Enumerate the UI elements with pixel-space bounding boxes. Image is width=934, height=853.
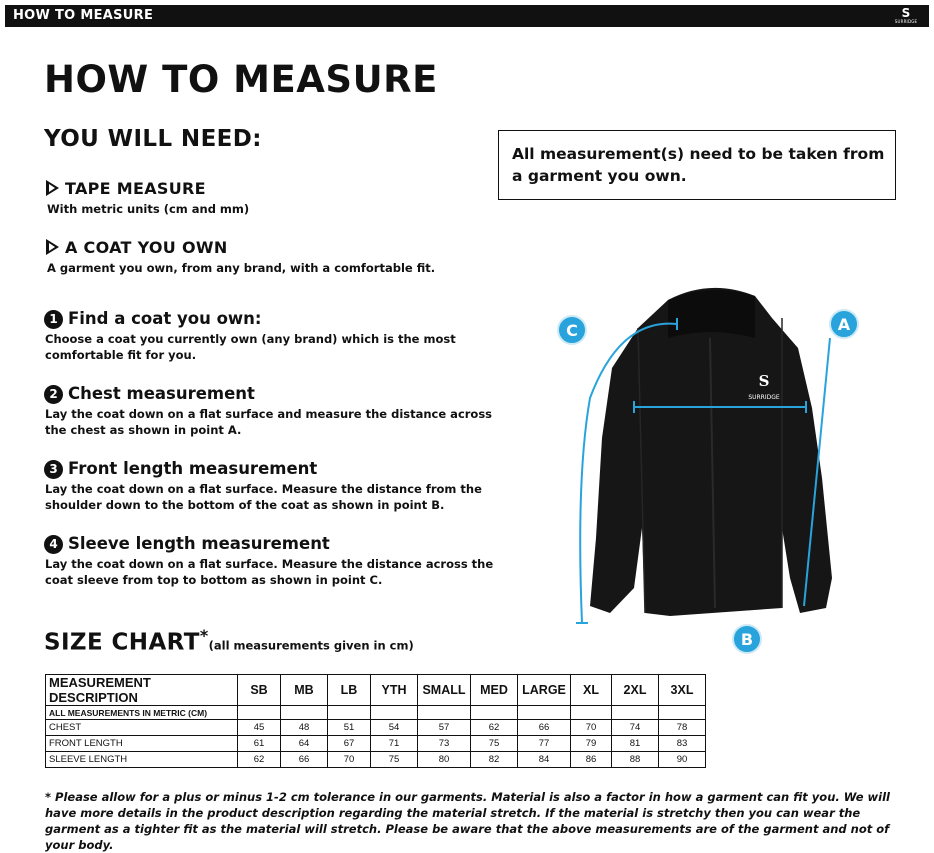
tool-title: A COAT YOU OWN (65, 238, 228, 257)
jacket-diagram (550, 278, 870, 658)
footnote: * Please allow for a plus or minus 1-2 cm tolerance in our garments. Material is also a factor in how a garment can fit you. We will have more details in the product description regarding the material stretch. If the material is stretchy then you can wear the garment as a tighter fit as the material will stretch. Please be aware that the above measurements are of the garment and not of your body. (45, 790, 890, 852)
note-box (498, 130, 896, 200)
header-cell: XL (571, 675, 612, 706)
logo-word: SURRIDGE (894, 19, 918, 24)
table-row (46, 706, 706, 720)
table-row (46, 736, 706, 752)
step-number-icon: 4 (44, 535, 63, 554)
table-cell: 64 (281, 736, 328, 752)
table-cell: 71 (371, 736, 418, 752)
table-cell: 54 (371, 720, 418, 736)
tool-coat (46, 238, 228, 257)
metric-note: ALL MEASUREMENTS IN METRIC (CM) (46, 706, 238, 720)
table-cell: 80 (418, 752, 471, 768)
label-b: B (740, 630, 754, 649)
size-chart-asterisk: * (199, 626, 209, 645)
jacket-body (590, 288, 832, 616)
table-cell: 70 (571, 720, 612, 736)
table-cell: 75 (371, 752, 418, 768)
table-cell: 62 (471, 720, 518, 736)
table-cell: 79 (571, 736, 612, 752)
header-cell: YTH (371, 675, 418, 706)
step-number-icon: 2 (44, 385, 63, 404)
tool-desc: With metric units (cm and mm) (47, 202, 250, 216)
label-c: C (566, 321, 578, 340)
triangle-bullet-icon (46, 180, 59, 196)
note-text: All measurement(s) need to be taken from a garment you own. (512, 145, 885, 185)
step-desc: Lay the coat down on a flat surface. Measure the distance across the coat sleeve from top to bottom as shown in point C. (45, 557, 494, 587)
header-cell: 3XL (659, 675, 706, 706)
step-desc: Lay the coat down on a flat surface. Measure the distance from the shoulder down to the bottom of the coat as shown in point B. (45, 482, 482, 512)
step-desc: Lay the coat down on a flat surface and measure the distance across the chest as shown in point A. (45, 407, 493, 437)
table-cell: 88 (612, 752, 659, 768)
surridge-logo (891, 5, 921, 27)
step-title: Chest measurement (68, 384, 255, 403)
table-cell: 70 (328, 752, 371, 768)
table-cell: 62 (238, 752, 281, 768)
table-cell: 83 (659, 736, 706, 752)
table-cell: 66 (281, 752, 328, 768)
table-cell: 77 (518, 736, 571, 752)
label-a: A (837, 315, 851, 334)
header-title: HOW TO MEASURE (13, 8, 154, 23)
table-cell: 61 (238, 736, 281, 752)
table-cell: 78 (659, 720, 706, 736)
table-cell: 73 (418, 736, 471, 752)
step-2 (44, 384, 255, 404)
size-chart-table (45, 674, 706, 768)
logo-mark: S (901, 6, 911, 20)
table-cell: 75 (471, 736, 518, 752)
table-cell: 45 (238, 720, 281, 736)
tool-tape-measure (46, 179, 206, 198)
header-cell: MED (471, 675, 518, 706)
table-row (46, 752, 706, 768)
table-cell: 67 (328, 736, 371, 752)
table-cell: 74 (612, 720, 659, 736)
header-cell: MEASUREMENT DESCRIPTION (46, 675, 238, 706)
step-title: Sleeve length measurement (68, 534, 330, 553)
table-cell: 48 (281, 720, 328, 736)
table-header-row (46, 675, 706, 706)
step-4 (44, 534, 330, 554)
jacket-hood (668, 290, 755, 338)
table-cell: 82 (471, 752, 518, 768)
tool-title: TAPE MEASURE (65, 179, 206, 198)
step-number-icon: 3 (44, 460, 63, 479)
size-chart-heading (44, 626, 414, 656)
table-cell: 84 (518, 752, 571, 768)
table-cell: 90 (659, 752, 706, 768)
header-cell: LARGE (518, 675, 571, 706)
size-chart-subtitle: (all measurements given in cm) (208, 638, 414, 653)
you-will-need-heading: YOU WILL NEED: (44, 126, 262, 152)
step-desc: Choose a coat you currently own (any brand) which is the most comfortable fit for you. (45, 332, 456, 362)
triangle-bullet-icon (46, 239, 59, 255)
size-chart-title: SIZE CHART (44, 629, 200, 656)
step-title: Front length measurement (68, 459, 318, 478)
table-cell: 51 (328, 720, 371, 736)
table-cell: 81 (612, 736, 659, 752)
step-3 (44, 459, 317, 479)
header-bar (5, 5, 929, 27)
jacket-logo-word: SURRIDGE (748, 394, 780, 401)
table-row (46, 720, 706, 736)
table-cell: 66 (518, 720, 571, 736)
row-label: SLEEVE LENGTH (46, 752, 238, 768)
tool-desc: A garment you own, from any brand, with a comfortable fit. (47, 261, 436, 275)
row-label: FRONT LENGTH (46, 736, 238, 752)
step-number-icon: 1 (44, 310, 63, 329)
header-cell: SB (238, 675, 281, 706)
table-cell: 86 (571, 752, 612, 768)
header-cell: SMALL (418, 675, 471, 706)
header-cell: 2XL (612, 675, 659, 706)
header-cell: LB (328, 675, 371, 706)
row-label: CHEST (46, 720, 238, 736)
table-cell: 57 (418, 720, 471, 736)
jacket-logo-mark: S (758, 372, 770, 390)
step-1 (44, 309, 262, 329)
header-cell: MB (281, 675, 328, 706)
page-title: HOW TO MEASURE (44, 58, 438, 101)
step-title: Find a coat you own: (68, 309, 262, 328)
